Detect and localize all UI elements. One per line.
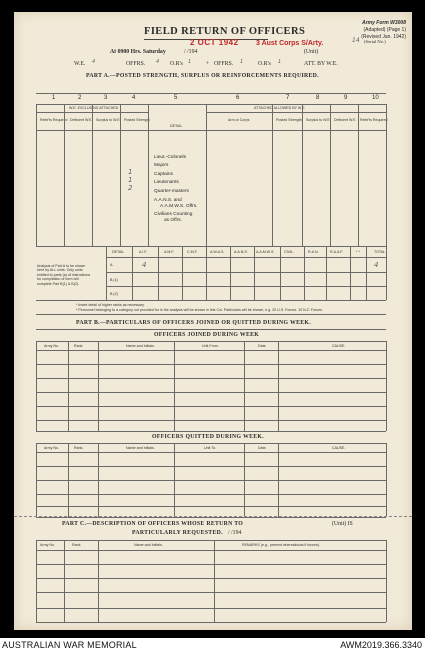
grid-line: [244, 341, 245, 431]
analysis-col: TOTAL: [374, 250, 386, 254]
att-label: ATT. BY W.E.: [304, 61, 338, 67]
rule: [206, 112, 386, 113]
grid-line: [36, 104, 37, 246]
grid-line: [386, 246, 387, 300]
group-right-header: ATTACHED ALLOWED BY W.E.: [254, 106, 306, 110]
form-id-line: (Adapted) (Page 1): [363, 27, 406, 33]
quitted-col: Name and Initials.: [126, 446, 155, 450]
rank-item: Civilians Counting: [154, 212, 193, 218]
offrs-value-1: 4: [156, 59, 160, 65]
rank-item: Lieutenants: [154, 180, 179, 186]
form-id: [361, 20, 406, 41]
grid-line: [158, 246, 159, 300]
part-c-title: PART C.—DESCRIPTION OF OFFICERS WHOSE RETURN TO: [62, 521, 244, 527]
grid-line: [98, 341, 99, 431]
part-a-top-rule: [36, 93, 386, 94]
joined-col: Army No.: [44, 344, 59, 348]
quitted-title: OFFICERS QUITTED DURING WEEK.: [152, 434, 264, 440]
we-label: W.E.: [74, 61, 86, 67]
rule: [36, 378, 386, 379]
grid-line: [280, 246, 281, 300]
col-head: Posted Strength: [276, 118, 302, 122]
grid-line: [36, 341, 37, 431]
rule: [36, 431, 386, 432]
rule: [36, 466, 386, 467]
part-c-requested: PARTICULARLY REQUESTED.: [132, 530, 223, 536]
analysis-col: * *: [356, 250, 360, 254]
rule: [36, 452, 386, 453]
analysis-col: A.A.N.S.: [234, 250, 248, 254]
grid-line: [386, 104, 387, 246]
rule: [36, 130, 386, 131]
plus-sign: +: [206, 61, 210, 67]
rule: [36, 392, 386, 393]
grid-line: [64, 540, 65, 622]
grid-line: [148, 104, 149, 246]
col-number: 7: [286, 95, 290, 101]
grid-line: [386, 443, 387, 517]
analysis-value: 4: [374, 261, 379, 269]
note: * Personnel belonging to a category not provided for in the analysis will be shown in this Col. Particulars will be shown, e.g. 20 U.S. Forces. 10 N.Z. Forces.: [76, 308, 323, 312]
analysis-value: 4: [142, 261, 147, 269]
rule: [36, 314, 386, 315]
part-c-unit-label: (Unit) IS: [332, 521, 353, 527]
col-head: Surplus to W.E.: [306, 118, 331, 122]
ors-value-2: 1: [278, 59, 282, 65]
col-number: 9: [344, 95, 348, 101]
grid-line: [366, 246, 367, 300]
rule: [106, 257, 386, 258]
grid-line: [206, 246, 207, 300]
quitted-col: Army No.: [44, 446, 59, 450]
rule: [36, 494, 386, 495]
analysis-col: R.A.N.: [308, 250, 319, 254]
rule: [106, 272, 386, 273]
rank-item: Captains: [154, 171, 173, 177]
grid-line: [386, 341, 387, 431]
analysis-col: A.I.F.: [139, 250, 148, 254]
rule: [36, 104, 386, 105]
col-number: 3: [104, 95, 108, 101]
serial-label: (Serial No.): [364, 39, 386, 44]
form-id-line: Army Form W3008: [362, 20, 406, 26]
grid-line: [120, 104, 121, 246]
analysis-col: A.A.M.W.S.: [256, 250, 275, 254]
rule: [36, 506, 386, 507]
joined-col: Name and Initials.: [126, 344, 155, 348]
offrs-label-1: OFFRS.: [126, 61, 146, 67]
col-head: Posted Strength: [124, 118, 150, 122]
col-head: Deficient W.E.: [70, 118, 93, 122]
grid-line: [272, 104, 273, 246]
rule: [36, 564, 386, 565]
rank-item: A.A.N.S. and: [154, 198, 182, 204]
group-left-header: W.E. EXCLUDING ATTACHED: [69, 106, 119, 110]
grid-line: [106, 246, 107, 300]
analysis-col: DETAIL: [112, 250, 125, 254]
rule: [36, 300, 386, 301]
col-number: 1: [52, 95, 56, 101]
note: * Insert detail of higher ranks as necessary.: [76, 303, 145, 307]
rule: [36, 540, 386, 541]
archive-footer: [0, 638, 425, 653]
grid-line: [278, 341, 279, 431]
rule: [36, 578, 386, 579]
rule: [36, 592, 386, 593]
rank-list: [154, 154, 198, 224]
analysis-col: A.W.A.S.: [210, 250, 225, 254]
grid-line: [174, 341, 175, 431]
part-c-col: Army No.: [40, 543, 55, 547]
rule: [36, 246, 386, 247]
analysis-col: R.A.A.F.: [330, 250, 344, 254]
joined-col: Rank.: [74, 344, 84, 348]
rule: [36, 364, 386, 365]
joined-title: OFFICERS JOINED DURING WEEK: [154, 332, 260, 338]
part-b-title: PART B.—PARTICULARS OF OFFICERS JOINED OR QUITTED DURING WEEK.: [76, 320, 311, 326]
part-c-date: / /194: [228, 530, 242, 536]
rule: [36, 608, 386, 609]
analysis-label: Analysis of Part A to be shown here by ALL units. Only units entitled to parts (a) of instructions for compilation of form will complete Part B(1) & B(2).: [37, 264, 91, 286]
rule: [36, 622, 386, 623]
col-head: Arm or Corps: [228, 118, 250, 122]
form-title: FIELD RETURN OF OFFICERS: [144, 26, 306, 37]
grid-line: [132, 246, 133, 300]
part-c-col: REMARKS (e.g., present whereabouts if known).: [242, 543, 320, 547]
grid-line: [358, 104, 359, 246]
form-sheet: [14, 12, 412, 630]
quitted-col: CAUSE.: [332, 446, 346, 450]
col-number: 10: [372, 95, 379, 101]
grid-line: [92, 104, 93, 246]
we-value: 4: [92, 59, 96, 65]
col-head: Reinf'ts Required: [360, 118, 388, 122]
offrs-label-2: OFFRS.: [214, 61, 234, 67]
col-head: Deficient W.E.: [334, 118, 357, 122]
rule: [36, 550, 386, 551]
footer-institution: AUSTRALIAN WAR MEMORIAL: [2, 640, 137, 650]
joined-col: Unit From.: [202, 344, 219, 348]
grid-line: [64, 104, 65, 246]
grid-line: [98, 540, 99, 622]
rule: [36, 517, 386, 518]
rank-item: Majors: [154, 163, 169, 169]
ors-label-2: O.R's: [258, 61, 271, 67]
grid-line: [214, 540, 215, 622]
rank-item: as Offrs.: [164, 218, 183, 224]
analysis-row: A.: [110, 263, 114, 267]
part-a-title: PART A.—POSTED STRENGTH, SURPLUS OR REINFORCEMENTS REQUIRED.: [86, 73, 319, 79]
grid-line: [386, 540, 387, 622]
unit-label: (Unit): [304, 49, 319, 55]
grid-line: [304, 246, 305, 300]
offrs-value-2: 1: [240, 59, 244, 65]
rule: [36, 443, 386, 444]
rule: [36, 480, 386, 481]
col-number: 6: [236, 95, 240, 101]
rule: [36, 341, 386, 342]
posted-value: 1: [128, 168, 133, 176]
detail-header: DETAIL: [170, 124, 183, 128]
quitted-col: Date.: [258, 446, 267, 450]
part-c-col: Name and Initials.: [134, 543, 163, 547]
rank-item: Lieut.-Colonels: [154, 155, 186, 160]
form-id-line: (Revised Jan. 1942): [361, 34, 406, 40]
grid-line: [330, 104, 331, 246]
time-line: At 0900 Hrs. Saturday: [110, 49, 166, 55]
grid-line: [254, 246, 255, 300]
rank-item: A.A.M.W.S. Offrs.: [160, 204, 198, 210]
serial-value: 14: [352, 37, 360, 44]
col-number: 8: [316, 95, 320, 101]
grid-line: [350, 246, 351, 300]
grid-line: [230, 246, 231, 300]
joined-col: CAUSE.: [332, 344, 346, 348]
quitted-col: Rank.: [74, 446, 84, 450]
col-number: 2: [78, 95, 82, 101]
analysis-row: B.(1): [110, 278, 118, 282]
analysis-col: A.M.F.: [164, 250, 175, 254]
joined-col: Date.: [258, 344, 267, 348]
col-number: 4: [132, 95, 136, 101]
col-head: Reinf'ts Required: [40, 118, 68, 122]
rule: [36, 329, 386, 330]
grid-line: [36, 540, 37, 622]
tear-line: [14, 516, 412, 517]
analysis-col: C.M.F.: [187, 250, 198, 254]
rule: [36, 350, 386, 351]
grid-line: [302, 104, 303, 246]
grid-line: [182, 246, 183, 300]
quitted-col: Unit To.: [204, 446, 217, 450]
date-stamp: 2 OCT 1942: [190, 38, 239, 47]
col-number: 5: [174, 95, 178, 101]
part-c-col: Rank.: [72, 543, 82, 547]
rank-item: Quarter-masters: [154, 188, 189, 194]
grid-line: [326, 246, 327, 300]
col-head: Surplus to W.E.: [96, 118, 121, 122]
grid-line: [68, 341, 69, 431]
posted-value: 2: [128, 184, 133, 192]
grid-line: [206, 104, 207, 246]
analysis-row: B.(2): [110, 292, 118, 296]
ors-value-1: 1: [188, 59, 192, 65]
unit-stamp: 3 Aust Corps S/Arty.: [256, 40, 324, 47]
footer-accession: AWM2019.366.3340: [340, 640, 422, 650]
rule: [106, 286, 386, 287]
date-blank: / /194: [184, 49, 198, 55]
analysis-col: CIVIL.: [284, 250, 294, 254]
rule: [36, 406, 386, 407]
ors-label-1: O.R's: [170, 61, 183, 67]
rule: [36, 420, 386, 421]
posted-value: 1: [128, 176, 133, 184]
